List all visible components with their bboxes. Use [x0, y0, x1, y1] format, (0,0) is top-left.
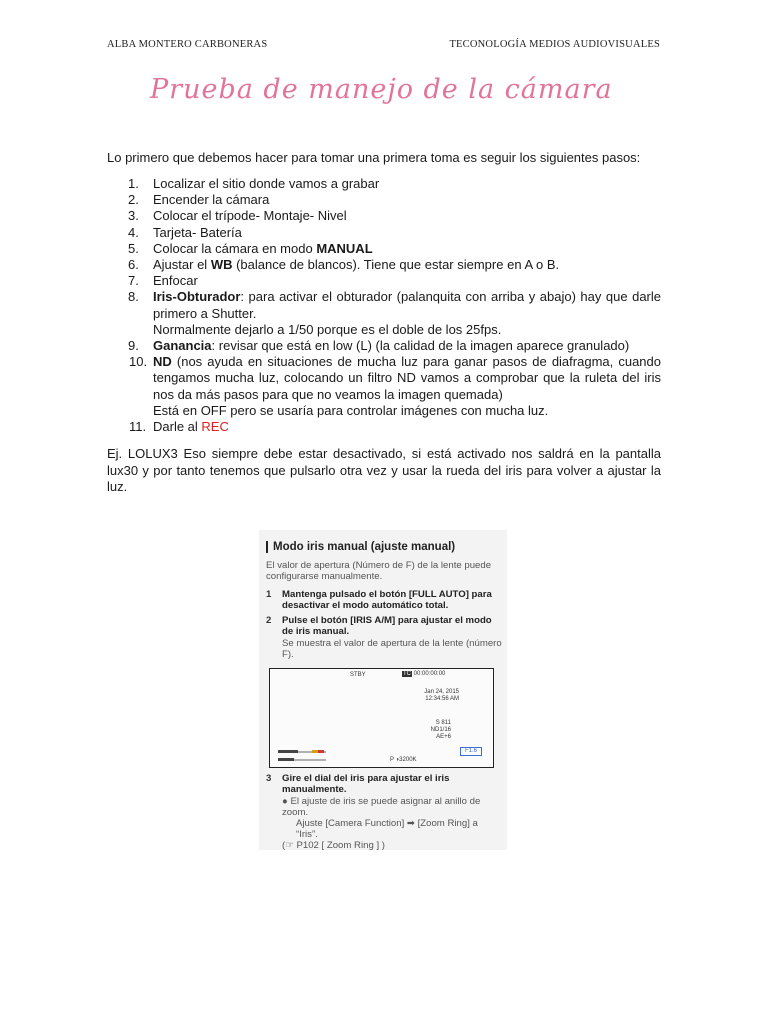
step-text: Encender la cámara	[153, 192, 270, 208]
lcd-fnumber: F1.6	[460, 747, 482, 756]
camera-lcd-screen	[269, 668, 494, 768]
step-text: Colocar el trípode- Montaje- Nivel	[153, 208, 347, 224]
manual-step1: Mantenga pulsado el botón [FULL AUTO] para desactivar el modo automático total.	[282, 589, 492, 611]
step-text: Colocar la cámara en modo MANUAL	[153, 240, 373, 256]
lcd-date-value: Jan 24, 2015	[424, 689, 459, 695]
step-number: 7.	[128, 273, 139, 289]
step-number: 1.	[128, 176, 139, 191]
step-text: Darle al REC	[153, 419, 229, 435]
lcd-timecode	[402, 671, 445, 678]
step-number: 11.	[129, 419, 147, 435]
step-extra-text: Normalmente dejarlo a 1/50 porque es el doble de los 25fps.	[153, 321, 502, 337]
manual-title: Modo iris manual (ajuste manual)	[266, 541, 455, 553]
manual-step2-number: 2	[266, 615, 272, 626]
manual-step3-number: 3	[266, 773, 272, 784]
step-keyword: MANUAL	[316, 240, 373, 256]
step-number: 8.	[128, 289, 139, 305]
lcd-settings	[431, 720, 451, 741]
step-text: Ganancia: revisar que está en low (L) (la calidad de la imagen aparece granulado)	[153, 338, 630, 354]
step-item	[107, 419, 661, 435]
lcd-white-balance: P ◑3200K	[390, 757, 417, 763]
lcd-date	[424, 689, 459, 703]
step-item	[107, 176, 661, 192]
step-keyword: Ganancia	[153, 338, 212, 354]
manual-step3-bullet: ● El ajuste de iris se puede asignar al anillo de zoom.	[282, 796, 481, 818]
lcd-stby: STBY	[350, 672, 366, 678]
step-number: 2.	[128, 192, 139, 208]
step-item	[107, 257, 661, 273]
header-subject: TECONOLOGÍA MEDIOS AUDIOVISUALES	[449, 39, 660, 50]
manual-step3: Gire el dial del iris para ajustar el iris manualmente.	[282, 773, 450, 795]
step-item	[107, 273, 661, 289]
step-text: Iris-Obturador: para activar el obturador (palanquita con arriba y abajo) hay que darle primero a Shutter.	[153, 289, 661, 321]
lcd-time-value: 12:34:56 AM	[425, 696, 459, 702]
step-item	[107, 208, 661, 224]
lcd-ae: AE+6	[436, 734, 451, 740]
steps-list	[107, 176, 661, 435]
step-text: Ajustar el WB (balance de blancos). Tiene que estar siempre en A o B.	[153, 257, 560, 273]
step-number: 5.	[128, 240, 139, 256]
step-keyword: ND	[153, 354, 172, 370]
step-text: Localizar el sitio donde vamos a grabar	[153, 176, 380, 191]
step-number: 3.	[128, 208, 139, 224]
manual-step2: Pulse el botón [IRIS A/M] para ajustar el modo de iris manual.	[282, 615, 492, 637]
step-text: Tarjeta- Batería	[153, 224, 242, 240]
lcd-tc-box: TC	[403, 671, 411, 677]
step-text: Enfocar	[153, 273, 198, 289]
intro-paragraph: Lo primero que debemos hacer para tomar una primera toma es seguir los siguientes pasos:	[107, 150, 641, 165]
step-item	[107, 338, 661, 354]
manual-step3-detail: Ajuste [Camera Function] ➡ [Zoom Ring] a “Iris”.	[296, 818, 478, 840]
step-text: ND (nos ayuda en situaciones de mucha luz para ganar pasos de diafragma, cuando tengamos mucha luz, colocando un filtro ND vamos a comprobar que la ruleta del iris nos da más pasos para que no veamos la imagen quemada)	[153, 354, 661, 402]
step-item	[107, 241, 661, 257]
page-title: Prueba de manejo de la cámara	[150, 74, 613, 105]
step-item	[107, 289, 661, 338]
lcd-audio-meter-icon	[272, 747, 332, 765]
step-extra-text: Está en OFF pero se usaría para controlar imágenes con mucha luz.	[153, 402, 549, 418]
step-number: 10.	[129, 354, 148, 370]
step-rec-keyword: REC	[201, 419, 229, 435]
step-number: 6.	[128, 257, 139, 273]
step-number: 9.	[128, 338, 139, 354]
manual-excerpt-image	[259, 530, 507, 850]
note-paragraph: Ej. LOLUX3 Eso siempre debe estar desactivado, si está activado nos saldrá en la pantalla lux30 y por tanto tenemos que pulsarlo otra vez y usar la rueda del iris para volver a ajustar la luz.	[107, 446, 661, 494]
step-number: 4.	[128, 224, 139, 240]
lcd-shutter: S 811	[435, 720, 451, 726]
step-keyword: Iris-Obturador	[153, 289, 241, 305]
manual-step1-number: 1	[266, 589, 272, 600]
manual-step3-reference: (☞ P102 [ Zoom Ring ] )	[282, 840, 385, 851]
manual-description: El valor de apertura (Número de F) de la lente puede configurarse manualmente.	[266, 560, 492, 582]
header-author: ALBA MONTERO CARBONERAS	[107, 39, 268, 50]
lcd-nd: ND1/16	[430, 727, 451, 733]
step-keyword: WB	[210, 257, 233, 273]
step-item	[107, 354, 661, 419]
lcd-tc-value: 00:00:00:00	[413, 671, 446, 677]
manual-step2-desc: Se muestra el valor de apertura de la lente (número F).	[282, 638, 502, 660]
step-item	[107, 225, 661, 241]
step-item	[107, 192, 661, 208]
